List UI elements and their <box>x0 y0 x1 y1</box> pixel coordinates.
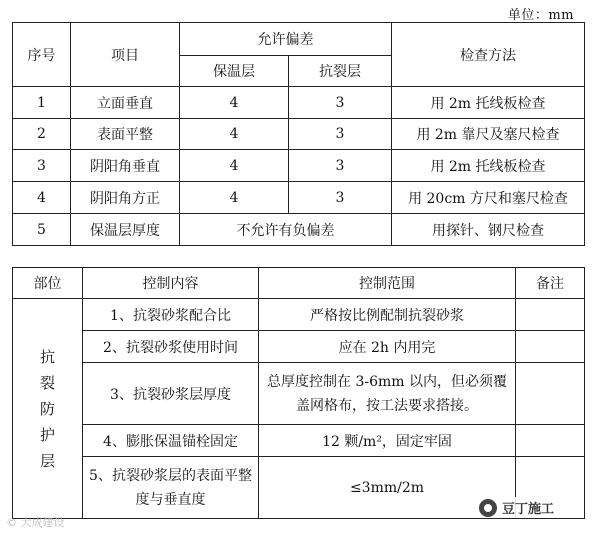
table-row <box>13 425 585 457</box>
row-range: ≤3mm/2m <box>259 457 516 519</box>
table-row <box>13 119 585 150</box>
row-crack: 3 <box>289 119 392 150</box>
part-char: 护 <box>39 425 55 444</box>
row-range: 12 颗/m²，固定牢固 <box>259 425 516 457</box>
watermark-right <box>476 497 557 518</box>
row-range: 应在 2h 内用完 <box>259 331 516 363</box>
row-item: 阴阳角方正 <box>71 182 180 214</box>
header-note: 备注 <box>516 268 585 299</box>
table-row <box>13 182 585 214</box>
tolerance-table <box>12 22 585 246</box>
row-no: 1 <box>13 87 71 119</box>
row-method: 用 2m 托线板检查 <box>392 87 585 119</box>
header-item: 项目 <box>71 23 180 87</box>
row-method: 用 2m 靠尺及塞尺检查 <box>392 119 585 150</box>
row-crack: 3 <box>289 182 392 214</box>
table-row <box>13 331 585 363</box>
header-range: 控制范围 <box>259 268 516 299</box>
row-method: 用 20cm 方尺和塞尺检查 <box>392 182 585 214</box>
row-note <box>516 331 585 363</box>
row-no: 2 <box>13 119 71 150</box>
table-row <box>13 214 585 246</box>
header-method: 检查方法 <box>392 23 585 87</box>
row-range: 严格按比例配制抗裂砂浆 <box>259 299 516 331</box>
header-crack: 抗裂层 <box>289 56 392 87</box>
row-range: 总厚度控制在 3-6mm 以内，但必须覆盖网格布，按工法要求搭接。 <box>259 363 516 425</box>
unit-label: 单位：mm <box>507 8 574 23</box>
row-item: 阴阳角垂直 <box>71 150 180 182</box>
row-note <box>516 363 585 425</box>
row-insulation: 4 <box>180 119 289 150</box>
row-content: 1、抗裂砂浆配合比 <box>83 299 259 331</box>
table-row <box>13 363 585 425</box>
table-row <box>13 299 585 331</box>
part-char: 抗 <box>39 347 55 366</box>
header-part: 部位 <box>13 268 83 299</box>
row-item: 立面垂直 <box>71 87 180 119</box>
row-insulation: 4 <box>180 182 289 214</box>
header-content: 控制内容 <box>83 268 259 299</box>
row-crack: 3 <box>289 87 392 119</box>
row-content: 2、抗裂砂浆使用时间 <box>83 331 259 363</box>
row-no: 4 <box>13 182 71 214</box>
row-insulation: 4 <box>180 150 289 182</box>
row-item: 表面平整 <box>71 119 180 150</box>
table-row <box>13 150 585 182</box>
row-note <box>516 425 585 457</box>
row-content: 3、抗裂砂浆层厚度 <box>83 363 259 425</box>
watermark-right-label: 豆丁施工 <box>502 502 555 517</box>
row-method: 用探针、钢尺检查 <box>392 214 585 246</box>
wechat-icon <box>479 499 497 517</box>
row-no: 3 <box>13 150 71 182</box>
row-crack: 3 <box>289 150 392 182</box>
row-content: 5、抗裂砂浆层的表面平整度与垂直度 <box>83 457 259 519</box>
header-tolerance: 允许偏差 <box>180 23 392 56</box>
row-method: 用 2m 托线板检查 <box>392 150 585 182</box>
header-no: 序号 <box>13 23 71 87</box>
watermark-left: © 大成建设 <box>6 516 65 529</box>
row-content: 4、膨胀保温锚栓固定 <box>83 425 259 457</box>
row-item: 保温层厚度 <box>71 214 180 246</box>
table-row <box>13 87 585 119</box>
row-insulation: 4 <box>180 87 289 119</box>
row-no: 5 <box>13 214 71 246</box>
part-label <box>13 299 83 519</box>
row-tolerance: 不允许有负偏差 <box>180 214 392 246</box>
part-char: 层 <box>39 451 55 470</box>
header-insulation: 保温层 <box>180 56 289 87</box>
part-char: 裂 <box>39 373 55 392</box>
row-note <box>516 299 585 331</box>
control-table <box>12 267 585 519</box>
part-char: 防 <box>39 399 55 418</box>
